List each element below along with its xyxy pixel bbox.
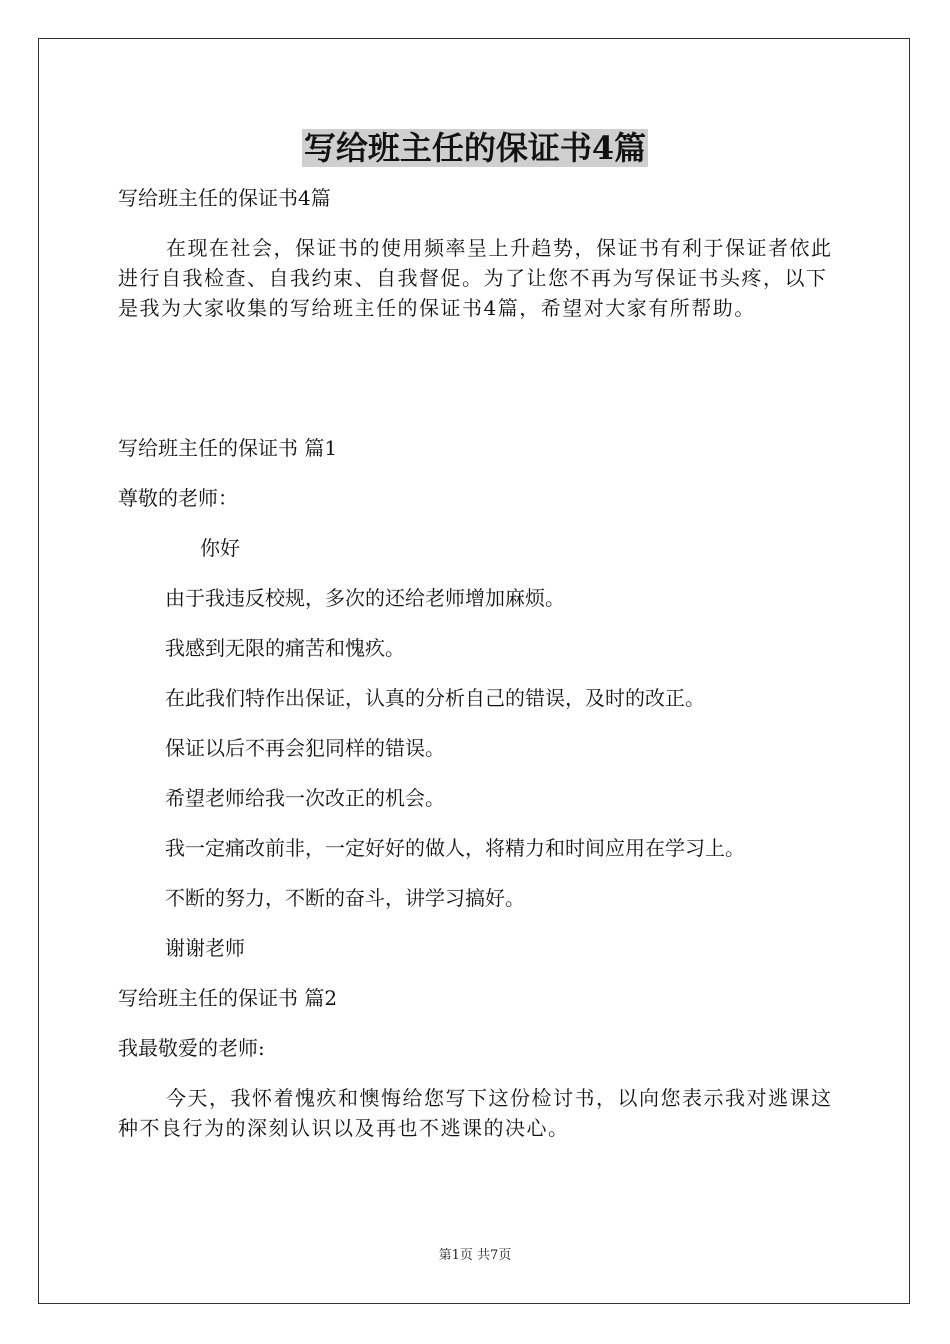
section-1-greeting: 你好 xyxy=(200,536,240,560)
intro-paragraph: 在现在社会，保证书的使用频率呈上升趋势，保证书有利于保证者依此进行自我检查、自我约束、自我督促。为了让您不再为写保证书头疼，以下是我为大家收集的写给班主任的保证书4篇，希望对大家有所帮助。 xyxy=(118,236,833,320)
document-subtitle: 写给班主任的保证书4篇 xyxy=(118,186,331,210)
page-footer: 第1页 共7页 xyxy=(438,1248,512,1263)
section-1-line-4: 保证以后不再会犯同样的错误。 xyxy=(165,736,445,760)
section-1-line-3: 在此我们特作出保证，认真的分析自己的错误，及时的改正。 xyxy=(165,686,705,710)
section-1-heading: 写给班主任的保证书 篇1 xyxy=(118,436,338,460)
section-1-salutation: 尊敬的老师： xyxy=(118,486,238,510)
section-2-salutation: 我最敬爱的老师: xyxy=(118,1036,265,1060)
section-1-line-6: 我一定痛改前非，一定好好的做人，将精力和时间应用在学习上。 xyxy=(165,836,745,860)
section-1-line-7: 不断的努力，不断的奋斗，讲学习搞好。 xyxy=(165,886,525,910)
document-title xyxy=(0,128,950,168)
section-1-line-8: 谢谢老师 xyxy=(165,936,245,960)
section-1-line-2: 我感到无限的痛苦和愧疚。 xyxy=(165,636,405,660)
document-title-text: 写给班主任的保证书4篇 xyxy=(303,129,647,167)
section-1-line-1: 由于我违反校规，多次的还给老师增加麻烦。 xyxy=(165,586,565,610)
section-2-body: 今天，我怀着愧疚和懊悔给您写下这份检讨书，以向您表示我对逃课这种不良行为的深刻认识以及再也不逃课的决心。 xyxy=(118,1086,833,1140)
section-1-line-5: 希望老师给我一次改正的机会。 xyxy=(165,786,445,810)
section-2-heading: 写给班主任的保证书 篇2 xyxy=(118,986,338,1010)
